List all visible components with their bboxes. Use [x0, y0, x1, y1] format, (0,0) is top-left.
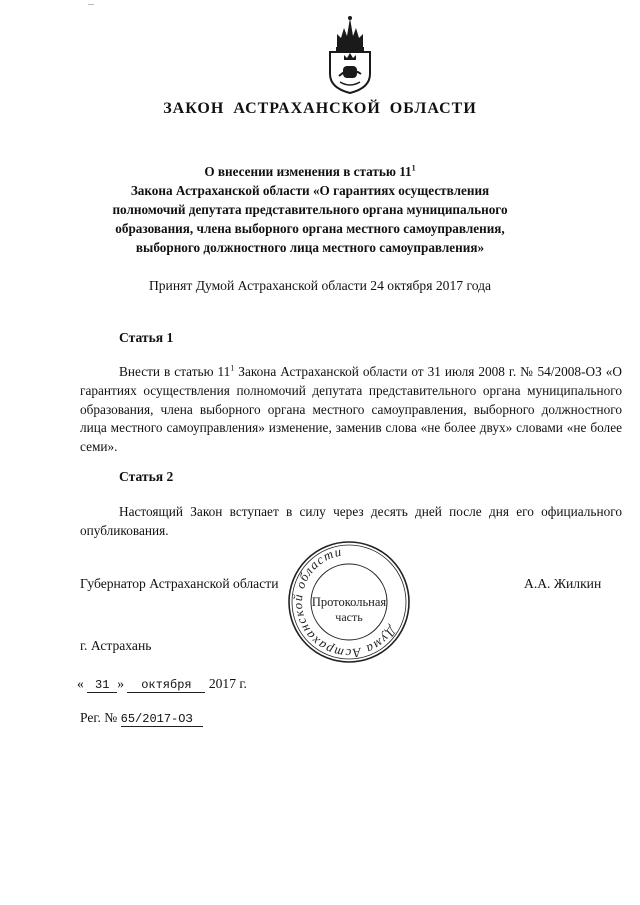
law-subject	[90, 162, 530, 257]
subject-line-3: полномочий депутата представительного органа муниципального	[112, 202, 508, 217]
document-title: ЗАКОН АСТРАХАНСКОЙ ОБЛАСТИ	[163, 100, 477, 117]
article-1-heading: Статья 1	[119, 330, 174, 345]
article-1-text: Внести в статью $11^1$ Закона Астраханской области от 31 июля 2008 г. № 54/2008-ОЗ «О гарантиях осуществления полномочий депутата представительного органа муниципального образования, члена выборного органа местного самоуправления, выборного должностного лица местного самоуправления» изменение, заменив слова «не более двух» словами «не более семи».	[80, 363, 622, 455]
date-year: 2017 г.	[208, 676, 247, 691]
duma-stamp	[286, 540, 412, 664]
governor-position: Губернатор Астраханской области	[80, 576, 279, 591]
stamp-center-line-2: часть	[335, 610, 363, 624]
subject-line-1: О внесении изменения в статью $11^1$	[204, 163, 416, 179]
place-of-signing: г. Астрахань	[80, 638, 152, 653]
registration-number-value: 65/2017-ОЗ	[121, 712, 203, 727]
governor-name: А.А. Жилкин	[524, 576, 602, 591]
signing-date: « 31 » октября 2017 г.	[77, 676, 247, 692]
article-2-heading: Статья 2	[119, 469, 174, 484]
registration-number: Рег. № 65/2017-ОЗ	[80, 710, 203, 727]
article-2-text: Настоящий Закон вступает в силу через десять дней после дня его официального опубликования.	[80, 504, 622, 538]
date-day: 31	[87, 678, 117, 693]
astrakhan-coat-of-arms-icon	[325, 14, 375, 94]
scan-mark	[88, 4, 94, 5]
stamp-ring-text: Дума Астраханской области	[289, 543, 400, 662]
stamp-center-line-1: Протокольная	[311, 595, 387, 609]
adoption-statement: Принят Думой Астраханской области 24 октября 2017 года	[148, 278, 492, 293]
date-month: октября	[127, 678, 205, 693]
subject-line-5: выборного должностного лица местного самоуправления»	[135, 240, 485, 255]
subject-line-4: образования, члена выборного органа местного самоуправления,	[115, 221, 505, 236]
subject-line-2: Закона Астраханской области «О гарантиях осуществления	[130, 183, 490, 198]
